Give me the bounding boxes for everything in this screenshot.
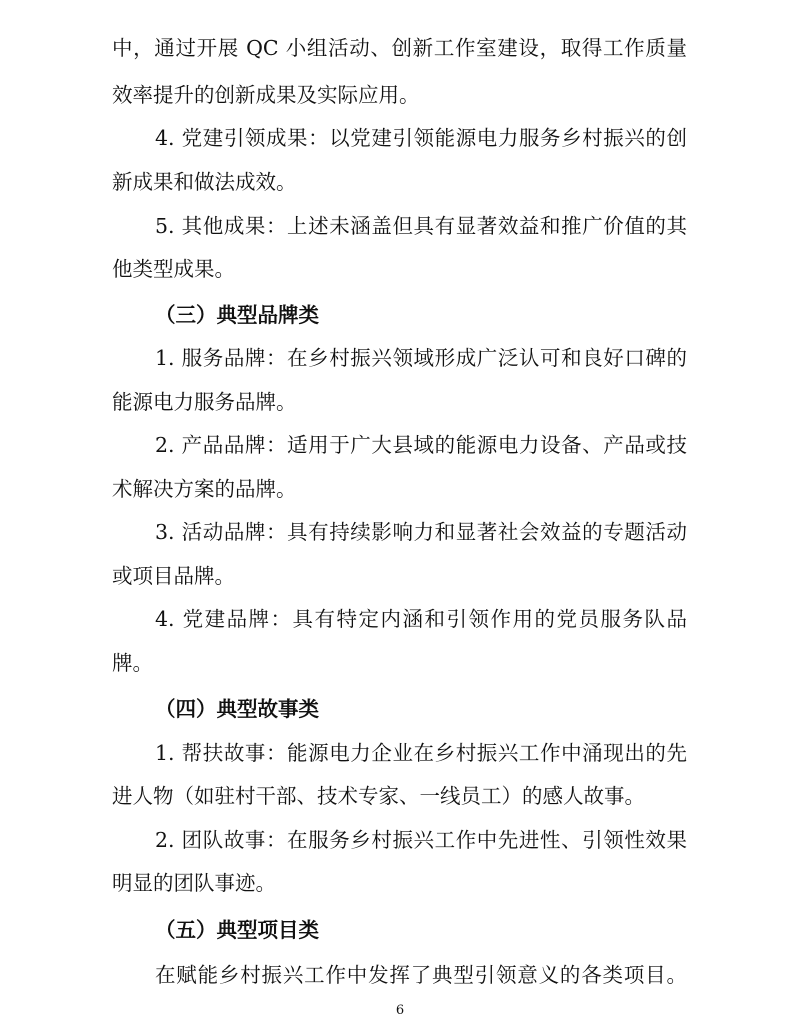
list-item-team-story: 2. 团队故事：在服务乡村振兴工作中先进性、引领性效果 <box>155 828 687 852</box>
section-heading-brands: （三）典型品牌类 <box>155 303 319 327</box>
list-item-other-achievement: 5. 其他成果：上述未涵盖但具有显著效益和推广价值的其 <box>155 214 687 238</box>
list-item-service-brand: 1. 服务品牌：在乡村振兴领域形成广泛认可和良好口碑的 <box>155 346 687 370</box>
list-item-assistance-story: 1. 帮扶故事：能源电力企业在乡村振兴工作中涌现出的先 <box>155 741 687 765</box>
body-text-line: 效率提升的创新成果及实际应用。 <box>112 83 420 107</box>
list-item-activity-brand: 3. 活动品牌：具有持续影响力和显著社会效益的专题活动 <box>155 520 687 544</box>
body-text-line: 进人物（如驻村干部、技术专家、一线员工）的感人故事。 <box>112 784 645 808</box>
body-text-line: 术解决方案的品牌。 <box>112 477 297 501</box>
body-text-line: 牌。 <box>112 651 153 675</box>
body-text-line: 明显的团队事迹。 <box>112 871 276 895</box>
list-item-party-brand: 4. 党建品牌：具有特定内涵和引领作用的党员服务队品 <box>155 607 687 631</box>
body-text-line: 或项目品牌。 <box>112 564 235 588</box>
page-number: 6 <box>395 1003 405 1018</box>
body-text-line: 在赋能乡村振兴工作中发挥了典型引领意义的各类项目。 <box>155 963 687 987</box>
list-item-product-brand: 2. 产品品牌：适用于广大县域的能源电力设备、产品或技 <box>155 433 687 457</box>
section-heading-projects: （五）典型项目类 <box>155 918 319 942</box>
list-item-party-achievement: 4. 党建引领成果：以党建引领能源电力服务乡村振兴的创 <box>155 126 687 150</box>
body-text-line: 能源电力服务品牌。 <box>112 390 297 414</box>
body-text-line: 新成果和做法成效。 <box>112 170 297 194</box>
body-text-line: 他类型成果。 <box>112 257 235 281</box>
body-text-line: 中，通过开展 QC 小组活动、创新工作室建设，取得工作质量 <box>112 36 687 60</box>
section-heading-stories: （四）典型故事类 <box>155 697 319 721</box>
